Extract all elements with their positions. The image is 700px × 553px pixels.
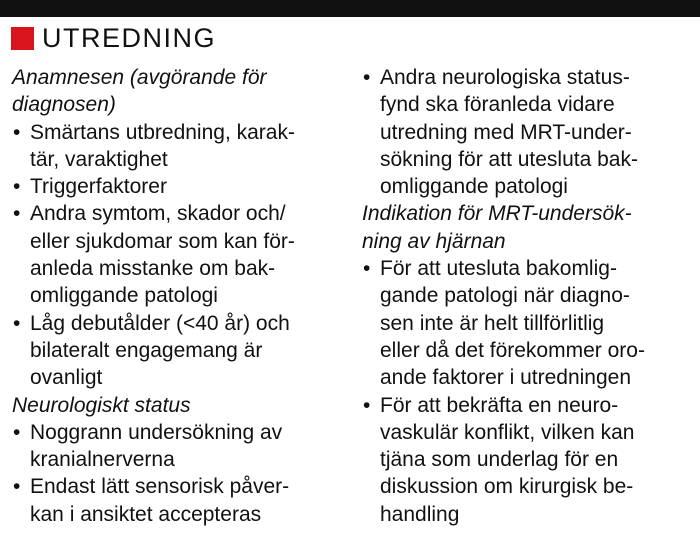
- right-column: [362, 64, 692, 528]
- red-square-icon: [11, 27, 34, 50]
- heading-line: Neurologiskt status: [12, 393, 191, 417]
- bullet-line: kan i ansiktet accepteras: [30, 502, 262, 526]
- bullet-line: ande faktorer i utredningen: [380, 366, 632, 390]
- bullet-list: [12, 119, 342, 392]
- section-heading: [12, 392, 342, 419]
- bullet-list: [362, 255, 692, 528]
- bullet-list: [362, 64, 692, 200]
- heading-line: Anamnesen (avgörande för: [12, 66, 267, 89]
- factbox-header: [11, 23, 216, 53]
- factbox-title: UTREDNING: [42, 23, 216, 53]
- bullet-line: tär, varaktighet: [30, 147, 168, 171]
- bullet-line: handling: [380, 502, 460, 526]
- bullet-line: • Smärtans utbredning, karak-: [30, 120, 295, 144]
- left-column: [12, 64, 342, 528]
- bullet-line: gande patologi när diagno-: [380, 284, 630, 308]
- bullet-item: [362, 64, 692, 200]
- bullet-line: bilateralt engagemang är: [30, 338, 263, 362]
- bullet-line: • Låg debutålder (<40 år) och: [30, 311, 290, 335]
- bullet-line: diskussion om kirurgisk be-: [380, 475, 634, 499]
- bullet-line: • För att bekräfta en neuro-: [380, 393, 619, 417]
- bullet-line: eller då det förekommer oro-: [380, 338, 645, 362]
- bullet-item: [12, 473, 342, 528]
- heading-line: ning av hjärnan: [362, 229, 506, 253]
- bullet-item: [12, 310, 342, 392]
- bullet-line: ovanligt: [30, 366, 103, 390]
- bullet-item: [362, 392, 692, 528]
- bullet-line: sen inte är helt tillförlitlig: [380, 311, 605, 335]
- bullet-line: omliggande patologi: [380, 175, 568, 199]
- bullet-line: tjäna som underlag för en: [380, 448, 619, 472]
- heading-line: diagnosen): [12, 93, 116, 117]
- bullet-line: omliggande patologi: [30, 284, 218, 308]
- bullet-line: • Endast lätt sensorisk påver-: [30, 475, 290, 499]
- bullet-line: anleda misstanke om bak-: [30, 257, 276, 281]
- section-heading: [12, 64, 342, 119]
- bullet-item: [12, 200, 342, 309]
- heading-line: Indikation för MRT-undersök-: [362, 202, 632, 226]
- bullet-line: • Noggrann undersökning av: [30, 420, 283, 444]
- bullet-line: • För att utesluta bakomlig-: [380, 257, 617, 281]
- bullet-item: [362, 255, 692, 391]
- bullet-line: eller sjukdomar som kan för-: [30, 229, 295, 253]
- top-bar: [0, 0, 700, 17]
- bullet-line: • Andra symtom, skador och/: [30, 202, 286, 226]
- bullet-line: • Triggerfaktorer: [30, 175, 167, 199]
- bullet-line: utredning med MRT-under-: [380, 120, 632, 144]
- bullet-line: vaskulär konflikt, vilken kan: [380, 420, 635, 444]
- section-heading: [362, 200, 692, 255]
- bullet-line: • Andra neurologiska status-: [380, 66, 630, 89]
- bullet-line: sökning för att utesluta bak-: [380, 147, 638, 171]
- bullet-list: [12, 419, 342, 528]
- bullet-item: [12, 419, 342, 474]
- bullet-line: fynd ska föranleda vidare: [380, 93, 615, 117]
- bullet-item: [12, 119, 342, 174]
- bullet-line: kranialnerverna: [30, 448, 175, 472]
- bullet-item: [12, 173, 342, 200]
